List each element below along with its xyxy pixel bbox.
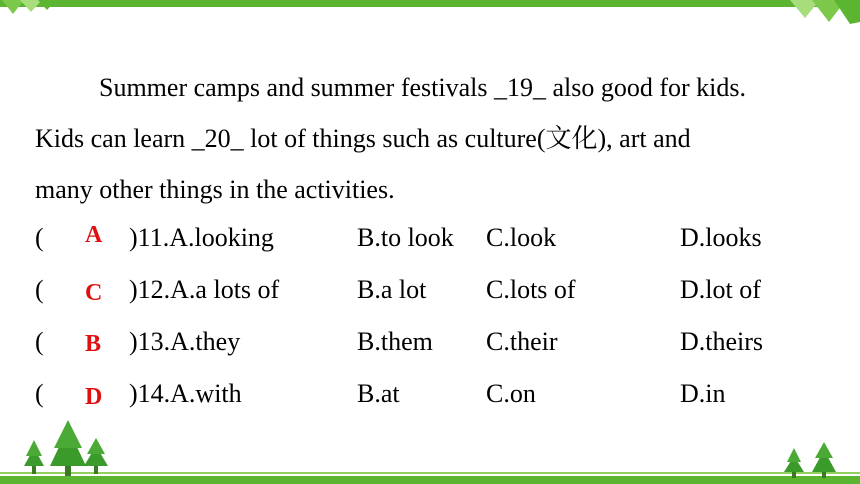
option-b: B.at bbox=[357, 379, 400, 408]
option-a: )14.A.with bbox=[129, 379, 242, 408]
passage-line-3: many other things in the activities. bbox=[35, 175, 395, 204]
answer-mark: D bbox=[85, 384, 103, 410]
top-left-triangles-decoration bbox=[0, 0, 80, 20]
bottom-border-bar bbox=[0, 476, 860, 484]
question-bracket: ( bbox=[35, 327, 44, 356]
option-d: D.looks bbox=[680, 223, 762, 252]
passage-line-1: Summer camps and summer festivals _19_ also good for kids. bbox=[99, 73, 747, 102]
option-b: B.to look bbox=[357, 223, 454, 252]
option-a: )12.A.a lots of bbox=[129, 275, 280, 304]
question-row-11 bbox=[35, 212, 835, 264]
question-row-12 bbox=[35, 264, 835, 316]
question-bracket: ( bbox=[35, 275, 44, 304]
top-border-bar bbox=[0, 0, 860, 7]
option-d: D.theirs bbox=[680, 327, 764, 356]
option-b: B.a lot bbox=[357, 275, 427, 304]
option-c: C.lots of bbox=[486, 275, 576, 304]
top-right-triangles-decoration bbox=[750, 0, 860, 26]
bottom-accent-line bbox=[0, 472, 860, 474]
passage-line-2: Kids can learn _20_ lot of things such as culture(文化), art and bbox=[35, 124, 691, 153]
option-d: D.lot of bbox=[680, 275, 761, 304]
question-row-13 bbox=[35, 316, 835, 368]
question-row-14 bbox=[35, 368, 835, 420]
answer-mark: B bbox=[85, 331, 102, 357]
option-d: D.in bbox=[680, 379, 726, 408]
answer-mark: A bbox=[85, 222, 103, 248]
answer-mark: C bbox=[85, 280, 103, 306]
tree-cluster-right-icon bbox=[780, 440, 840, 480]
question-bracket: ( bbox=[35, 379, 44, 408]
option-b: B.them bbox=[357, 327, 433, 356]
option-c: C.look bbox=[486, 223, 557, 252]
tree-cluster-left-icon bbox=[20, 420, 110, 480]
option-a: )13.A.they bbox=[129, 327, 241, 356]
option-a: )11.A.looking bbox=[129, 223, 274, 252]
option-c: C.on bbox=[486, 379, 536, 408]
question-bracket: ( bbox=[35, 223, 44, 252]
option-c: C.their bbox=[486, 327, 558, 356]
reading-passage bbox=[35, 62, 835, 215]
